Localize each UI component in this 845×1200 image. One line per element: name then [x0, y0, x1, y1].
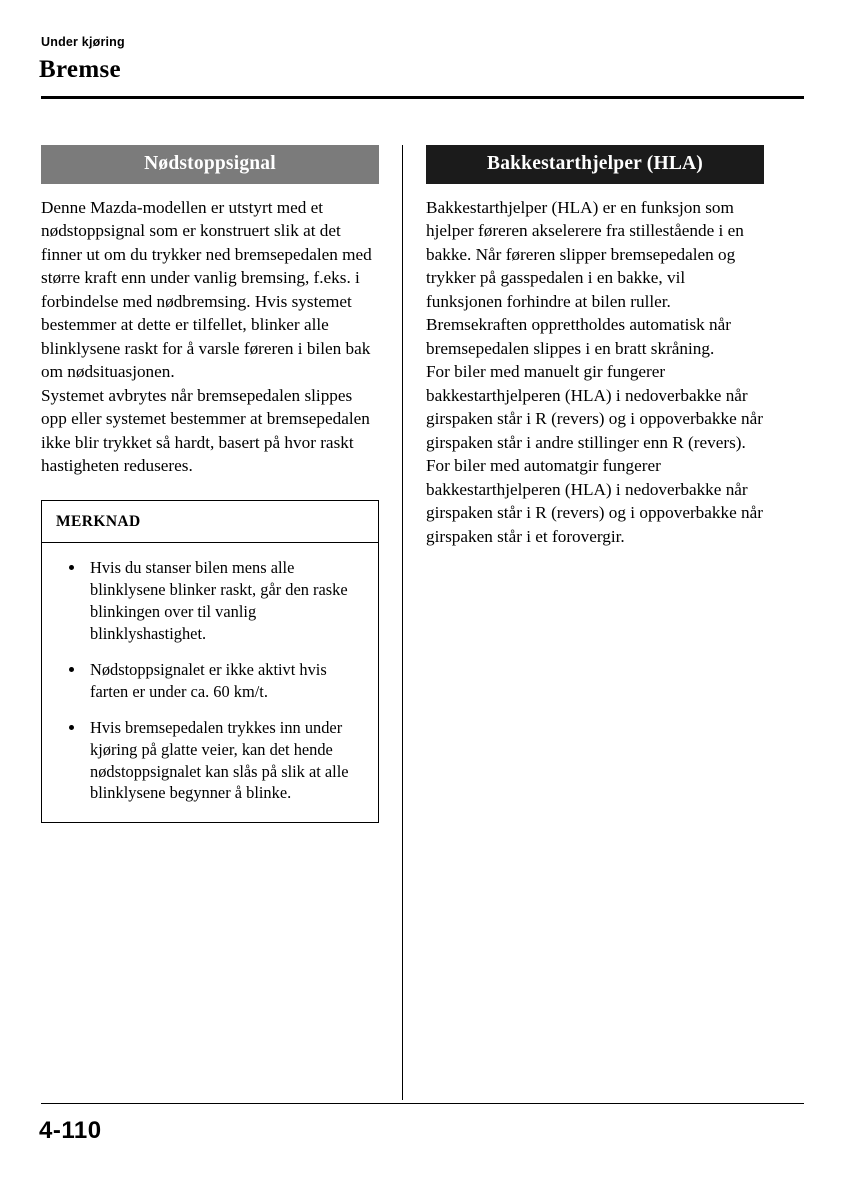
page-number: 4-110 [39, 1117, 102, 1144]
right-column-body [426, 196, 764, 548]
list-item: • Nødstoppsignalet er ikke aktivt hvis farten er under ca. 60 km/t. [86, 659, 362, 703]
note-box [41, 500, 379, 824]
paragraph: Bakkestarthjelper (HLA) er en funksjon som hjelper føreren akselerere fra stillestående i en bakke. Når føreren slipper bremsepedalen og trykker på gasspedalen i en bakke, vil funksjonen forhindre at bilen ruller. [426, 198, 744, 311]
left-column [41, 145, 379, 823]
list-item: • Hvis du stanser bilen mens alle blinklysene blinker raskt, går den raske blinkingen over til vanlig blinklyshastighet. [86, 557, 362, 645]
paragraph: For biler med manuelt gir fungerer bakkestarthjelperen (HLA) i nedoverbakke når girspaken står i R (revers) og i oppoverbakke når girspaken står i andre stillinger enn R (revers). [426, 362, 763, 452]
note-list [42, 543, 378, 823]
paragraph: Denne Mazda-modellen er utstyrt med et nødstoppsignal som er konstruert slik at det finner ut om du trykker ned bremsepedalen med større kraft enn under vanlig bremsing, f.eks. i forbindelse med nødbremsing. Hvis systemet bestemmer at dette er tilfellet, blinker alle blinklysene raskt for å varsle føreren i bilen bak om nødsituasjonen. [41, 198, 372, 382]
left-column-body [41, 196, 379, 478]
paragraph: Bremsekraften opprettholdes automatisk når bremsepedalen slippes i en bratt skråning. [426, 315, 731, 358]
section-banner-nodstoppsignal: Nødstoppsignal [41, 145, 379, 184]
list-item: • Hvis bremsepedalen trykkes inn under kjøring på glatte veier, kan det hende nødstoppsignalet kan slås på slik at alle blinklysene begynner å blinke. [86, 717, 362, 805]
right-column [426, 145, 764, 548]
section-banner-bakkestarthjelper: Bakkestarthjelper (HLA) [426, 145, 764, 184]
page-title: Bremse [39, 56, 121, 83]
paragraph: For biler med automatgir fungerer bakkestarthjelperen (HLA) i nedoverbakke når girspaken står i R (revers) og i oppoverbakke når girspaken står i et forovergir. [426, 456, 763, 546]
paragraph: Systemet avbrytes når bremsepedalen slippes opp eller systemet bestemmer at bremsepedalen ikke blir trykket så hardt, basert på hvor raskt hastigheten reduseres. [41, 385, 370, 476]
note-title: MERKNAD [42, 501, 378, 543]
running-head: Under kjøring [41, 35, 125, 49]
column-divider [402, 145, 403, 1100]
footer-divider [41, 1103, 804, 1104]
header-divider [41, 96, 804, 99]
